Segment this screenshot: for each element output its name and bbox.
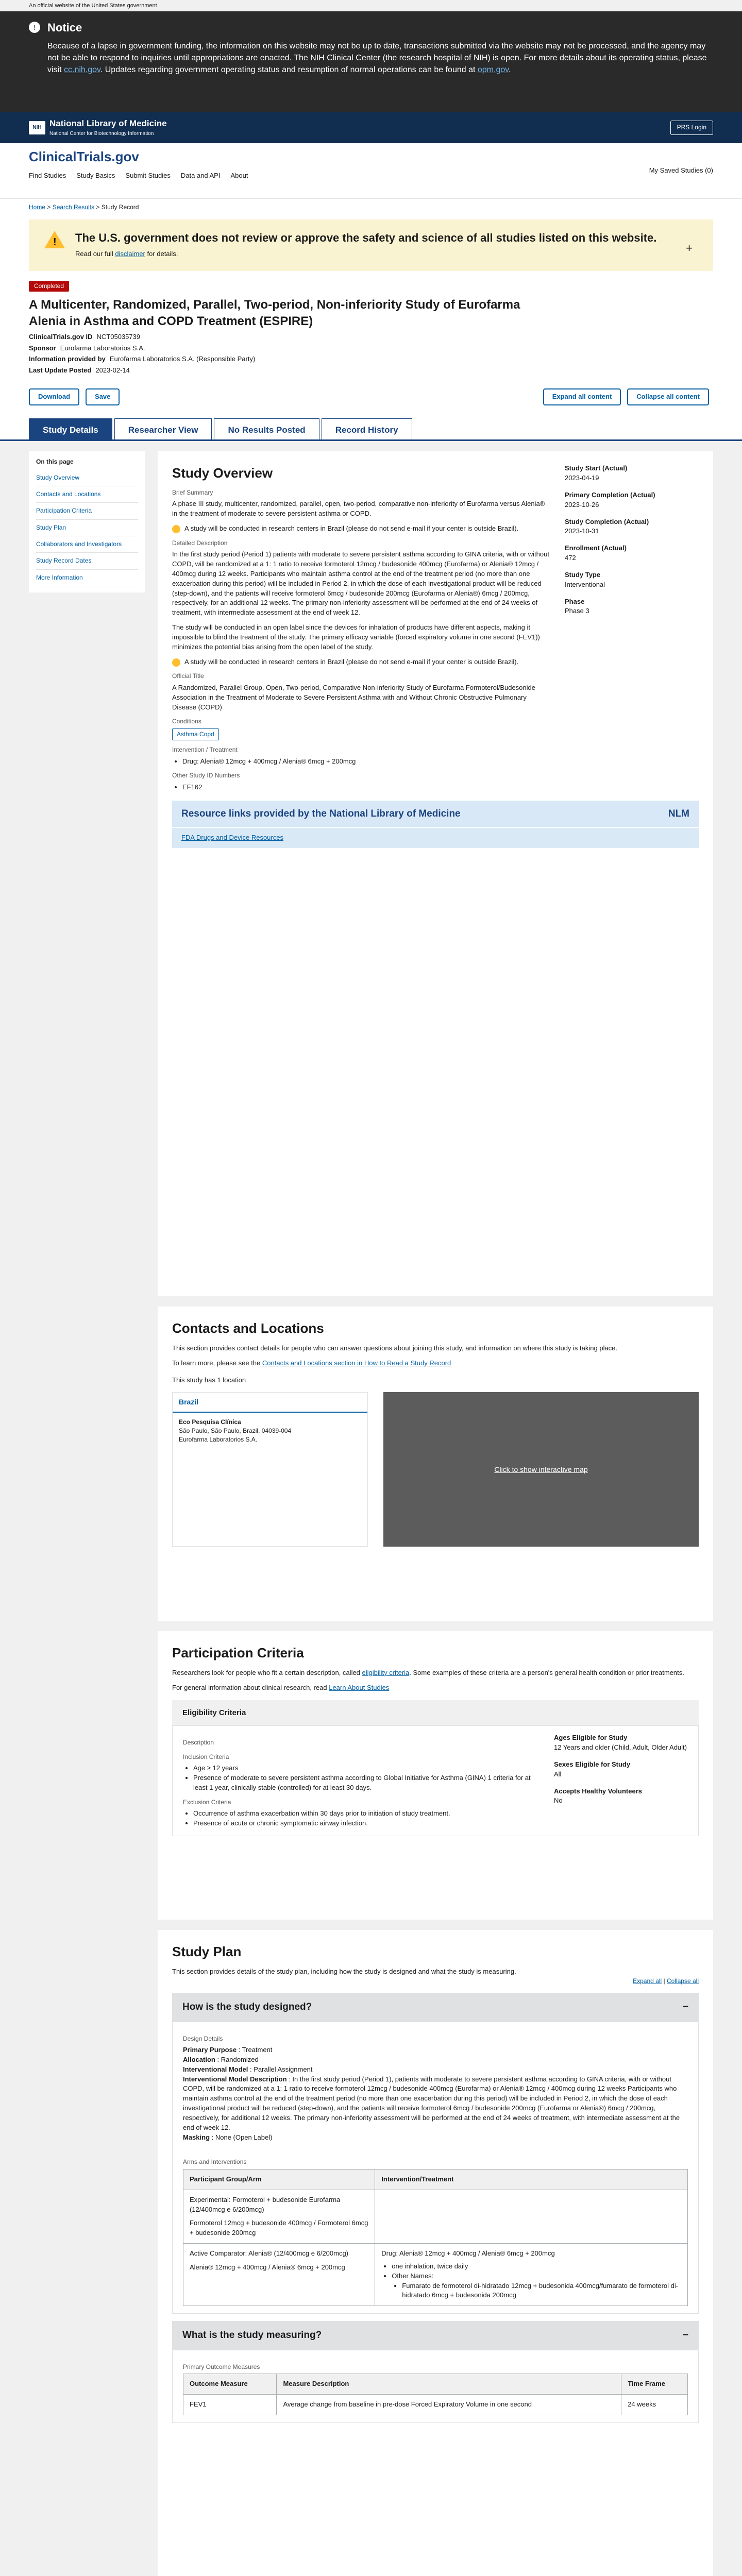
nlm-resources-body	[172, 828, 699, 848]
on-this-page-nav	[29, 451, 145, 592]
eligibility-main	[183, 1733, 539, 1828]
main-column	[158, 451, 713, 2576]
other-ids-label: Other Study ID Numbers	[172, 772, 240, 779]
site-name: Eco Pesquisa Clínica	[179, 1418, 241, 1426]
purpose-value: Treatment	[242, 2046, 273, 2054]
table-row	[183, 2395, 688, 2415]
treatment-detail: • one inhalation, twice daily	[392, 2262, 681, 2272]
outcome-measure: FEV1	[183, 2395, 277, 2415]
saved-studies-link[interactable]: My Saved Studies (0)	[649, 166, 713, 174]
exclusion-item: • Occurrence of asthma exacerbation within 30 days prior to initiation of study treatment.	[193, 1809, 539, 1819]
nlm-resources-accordion[interactable]	[172, 801, 699, 848]
gov-banner-text: An official website of the United States government	[29, 3, 157, 9]
plan-expand-links: Expand all | Collapse all	[633, 1977, 699, 1985]
sexes-eligible	[554, 1760, 688, 1780]
brazil-callout	[172, 524, 550, 534]
leftnav-contacts[interactable]: Contacts and Locations	[36, 486, 138, 503]
status-badge: Completed	[29, 281, 69, 292]
side-primary	[565, 490, 699, 510]
brazil-callout-2	[172, 657, 550, 667]
inclusion-list	[193, 1764, 539, 1793]
arm-cell	[183, 2190, 375, 2243]
contacts-learn-link[interactable]: Contacts and Locations section in How to Read a Study Record	[262, 1359, 451, 1367]
breadcrumb: Home > Search Results > Study Record	[29, 204, 139, 211]
site-org: Eurofarma Laboratorios S.A.	[179, 1436, 258, 1444]
last-updated: 2023-02-14	[95, 366, 130, 375]
allocation-label: Allocation	[183, 2055, 215, 2063]
prs-login-button[interactable]: PRS Login	[670, 121, 713, 134]
table-row	[183, 2190, 688, 2243]
side-phase-label: Phase	[565, 597, 585, 605]
study-overview-section	[158, 451, 713, 1296]
nlm-resources-title: Resource links provided by the National Library of Medicine	[181, 808, 461, 819]
exclusion-label: Exclusion Criteria	[183, 1798, 231, 1806]
collapse-all-button[interactable]: Collapse all content	[627, 388, 709, 405]
contacts-learn-text: To learn more, please see the	[172, 1359, 262, 1367]
action-row	[0, 388, 742, 414]
nlm-bar	[0, 112, 742, 143]
design-accordion-header[interactable]	[172, 1993, 699, 2022]
nav-find-studies[interactable]: Find Studies	[29, 171, 66, 179]
study-title: A Multicenter, Randomized, Parallel, Two-period, Non-inferiority Study of Eurofarma Alenia in Asthma and COPD Treatment (ESPIRE)	[29, 298, 520, 328]
tab-study-details[interactable]: Study Details	[29, 418, 112, 439]
treatment-cell	[375, 2190, 688, 2243]
design-purpose: Primary Purpose : Treatment	[183, 2046, 273, 2054]
table-row	[183, 2244, 688, 2306]
meta-nct	[29, 332, 713, 342]
treatment-name: Drug: Alenia® 12mcg + 400mcg / Alenia® 6mcg + 200mcg	[381, 2249, 555, 2258]
breadcrumb-current: Study Record	[101, 204, 139, 211]
outcome-col-measure: Outcome Measure	[183, 2374, 277, 2395]
official-title: A Randomized, Parallel Group, Open, Two-period, Comparative Non-inferiority Study of Eurofarma Formoterol/Budesonide Association in the Treatment of Moderate to Severe Persistent Asthma with and Without Chronic Obstructive Pulmonary Disease (COPD)	[172, 683, 535, 711]
leftnav-study-plan[interactable]: Study Plan	[36, 520, 138, 536]
nav-data-api[interactable]: Data and API	[180, 171, 221, 179]
leftnav-collaborators[interactable]: Collaborators and Investigators	[36, 536, 138, 553]
arm-desc: Formoterol 12mcg + budesonide 400mcg / Formoterol 6mcg + budesonide 200mcg	[190, 2219, 368, 2237]
notice-text-part1: Because of a lapse in government funding, the information on this website may not be up to date, transactions submitted via the website may not be processed, and the agency may not be able to respond to inquiries until appropriations are enacted. The NIH Clinical Center (the research hospital of NIH) is open. For more details about its operating status, please visit	[47, 41, 707, 75]
ages-value: 12 Years and older (Child, Adult, Older Adult)	[554, 1743, 687, 1752]
masking-value: None (Open Label)	[215, 2133, 273, 2141]
healthy-volunteers	[554, 1787, 688, 1806]
inclusion-item: • Age ≥ 12 years	[193, 1764, 539, 1773]
arms-label: Arms and Interventions	[183, 2158, 247, 2166]
eligibility-box-title: Eligibility Criteria	[182, 1708, 246, 1717]
leftnav-record-dates[interactable]: Study Record Dates	[36, 553, 138, 569]
download-button[interactable]: Download	[29, 388, 79, 405]
treatment-detail: • Other Names:	[392, 2272, 681, 2281]
nih-icon: NIH	[29, 121, 45, 134]
other-ids-list	[182, 783, 550, 792]
outcome-header-row	[183, 2374, 688, 2395]
arm-cell	[183, 2244, 375, 2306]
arms-header-row	[183, 2169, 688, 2190]
nav-about[interactable]: About	[230, 171, 248, 179]
content-area	[0, 441, 742, 2576]
overview-layout	[172, 464, 699, 792]
eligibility-sidebar	[554, 1733, 688, 1828]
breadcrumb-home[interactable]: Home	[29, 204, 46, 211]
criteria-general-text: For general information about clinical research, read	[172, 1683, 329, 1691]
notice-title: Notice	[47, 21, 82, 34]
meta-sponsor-label: Sponsor	[29, 344, 56, 352]
side-type-label: Study Type	[565, 570, 601, 579]
nct-id: NCT05035739	[96, 332, 141, 341]
side-completion-label: Study Completion (Actual)	[565, 517, 649, 526]
intervention-item: • Drug: Alenia® 12mcg + 400mcg / Alenia® 6mcg + 200mcg	[182, 757, 550, 767]
study-plan-section	[158, 1930, 713, 2576]
contacts-title: Contacts and Locations	[172, 1320, 324, 1336]
detailed-label: Detailed Description	[172, 539, 228, 547]
criteria-section	[158, 1631, 713, 1920]
disclaimer-link[interactable]: disclaimer	[115, 249, 145, 258]
treatment-detail-list	[392, 2262, 681, 2300]
expand-all-button[interactable]: Expand all content	[543, 388, 621, 405]
side-primary-value: 2023-10-26	[565, 500, 599, 509]
meta-updated-label: Last Update Posted	[29, 366, 92, 375]
conditions-label: Conditions	[172, 718, 201, 725]
detailed-description: In the first study period (Period 1) patients with moderate to severe persistent asthma according to GINA criteria, with or without COPD, will be randomized at a 1: 1 ratio to receive formoterol 12mcg / budesonide 400mcg (Eurofarma) or Alenia® 12mcg / 400mcg during 12 weeks. Participants who maintain asthma control at the end of the treatment period (no more than one exacerbation during this period) will be included in Period 2, in which the dose of each investigational product will be reduced (step-down), and the patients will receive formoterol 6mcg / budesonide 200mcg (Eurofarma or Alenia®) 6mcg / 200mcg, respectively, for an additional 12 weeks. The primary non-inferiority assessment will be performed at the end of 24 weeks of treatment, with intermediate assessment at the end of week 12.	[172, 550, 549, 617]
overview-title: Study Overview	[172, 465, 273, 481]
site-logo[interactable]: ClinicalTrials.gov	[29, 149, 139, 164]
measure-head: What is the study measuring?	[182, 2330, 322, 2341]
nlm-badge: NLM	[668, 808, 689, 819]
fda-resources-link[interactable]: FDA Drugs and Device Resources	[181, 834, 283, 842]
collapse-icon: −	[682, 2330, 688, 2341]
inclusion-label: Inclusion Criteria	[183, 1753, 229, 1760]
criteria-intro	[172, 1668, 699, 1678]
overview-main	[172, 464, 550, 792]
design-model-desc: Interventional Model Description : In the first study period (Period 1), patients with moderate to severe persistent asthma according to GINA criteria, with or without COPD, will be randomized at a 1: 1 ratio to receive formoterol 12mcg / budesonide 400mcg (Eurofarma) or Alenia® 12mcg / 400mcg during 12 weeks Participants who maintain asthma control at the end of the treatment period (no more than one exacerbation during this period) will be included in Period 2, in which the dose of each investigational product will be reduced (step-down), and the patients will receive formoterol 6mcg / budesonide 200mcg (Eurofarma or Alenia®) 6mcg / 200mcg, respectively, for additional 12 weeks. The primary non-inferiority assessment will be performed at the end of 24 weeks of treatment, with intermediate assessment at the end of week 12.	[183, 2075, 680, 2131]
tab-bar	[0, 418, 742, 441]
side-start-value: 2023-04-19	[565, 473, 599, 482]
design-head: How is the study designed?	[182, 2002, 312, 2013]
side-enrollment-value: 472	[565, 554, 576, 562]
design-model: Interventional Model : Parallel Assignment	[183, 2065, 313, 2073]
breadcrumb-search[interactable]: Search Results	[52, 204, 95, 211]
ages-eligible	[554, 1733, 688, 1753]
notice-text	[47, 40, 713, 76]
side-type-value: Interventional	[565, 580, 605, 588]
design-masking: Masking : None (Open Label)	[183, 2133, 273, 2141]
collapse-icon: −	[682, 2002, 688, 2013]
info-icon	[172, 658, 180, 667]
sponsor-name: Eurofarma Laboratorios S.A.	[60, 344, 145, 352]
side-phase	[565, 597, 699, 617]
arms-col-arm: Participant Group/Arm	[183, 2169, 375, 2190]
plan-expand-all[interactable]: Expand all	[633, 1977, 662, 1985]
model-desc-value: In the first study period (Period 1), patients with moderate to severe persistent asthma according to GINA criteria, with or without COPD, will be randomized at a 1: 1 ratio to receive formoterol 12mcg / budesonide 400mcg (Eurofarma) or Alenia® 12mcg / 400mcg during 12 weeks Participants who maintain asthma control at the end of the treatment period (no more than one exacerbation during this period) will be included in Period 2, in which the dose of each investigational product will be reduced (step-down), and the patients will receive formoterol 6mcg / budesonide 200mcg (Eurofarma or Alenia®) 6mcg / 200mcg, respectively, for additional 12 weeks. The primary non-inferiority assessment will be performed at the end of 24 weeks of treatment, with intermediate assessment at the end of week 12.	[183, 2075, 680, 2131]
alert-text	[75, 249, 701, 259]
brief-summary: A phase III study, multicenter, randomized, parallel, open, two-period, comparative non-inferiority of Eurofarma versus Alenia® in the treatment of moderate to severe persistent asthma or COPD.	[172, 500, 545, 518]
model-desc-label: Interventional Model Description	[183, 2075, 287, 2083]
save-button[interactable]: Save	[86, 388, 120, 405]
criteria-title: Participation Criteria	[172, 1645, 304, 1661]
outcome-col-desc: Measure Description	[277, 2374, 621, 2395]
location-list	[172, 1392, 368, 1547]
intervention-label: Intervention / Treatment	[172, 746, 238, 754]
allocation-value: Randomized	[221, 2055, 259, 2063]
nlm-resources-header[interactable]	[172, 801, 699, 828]
design-details-label: Design Details	[183, 2035, 223, 2042]
site-city: São Paulo, São Paulo, Brazil, 04039-004	[179, 1427, 292, 1435]
arms-table	[183, 2169, 688, 2306]
brief-label: Brief Summary	[172, 488, 213, 496]
meta-sponsor	[29, 344, 713, 353]
meta-info-label: Information provided by	[29, 355, 106, 363]
measure-panel	[172, 2350, 699, 2423]
eligibility-box-header	[172, 1700, 699, 1726]
sexes-label: Sexes Eligible for Study	[554, 1760, 631, 1768]
measure-accordion-header[interactable]	[172, 2321, 699, 2350]
notice-link-cc[interactable]: cc.nih.gov	[64, 65, 100, 75]
leftnav-criteria[interactable]: Participation Criteria	[36, 503, 138, 519]
meta-nct-label: ClinicalTrials.gov ID	[29, 332, 93, 341]
nlm-sub: National Center for Biotechnology Information	[49, 131, 154, 137]
location-country[interactable]: Brazil	[173, 1393, 367, 1412]
callout-text-2: A study will be conducted in research centers in Brazil (please do not send e-mail if your center is outside Brazil).	[184, 657, 519, 666]
model-label: Interventional Model	[183, 2065, 248, 2073]
expand-icon[interactable]: +	[686, 242, 693, 255]
side-phase-value: Phase 3	[565, 607, 589, 615]
nlm-name: National Library of Medicine	[49, 118, 167, 129]
tab-record-history[interactable]: Record History	[322, 418, 412, 439]
tab-no-results[interactable]: No Results Posted	[214, 418, 319, 439]
gov-banner	[0, 0, 742, 11]
plan-collapse-all[interactable]: Collapse all	[666, 1977, 699, 1985]
intervention-list	[182, 757, 550, 767]
meta-updated	[29, 366, 713, 376]
condition-tag[interactable]: Asthma Copd	[172, 728, 219, 740]
on-this-page-label: On this page	[36, 458, 74, 466]
side-primary-label: Primary Completion (Actual)	[565, 490, 655, 499]
side-completion	[565, 517, 699, 537]
eligibility-panel	[172, 1725, 699, 1836]
arms-col-treatment: Intervention/Treatment	[375, 2169, 688, 2190]
info-icon	[172, 525, 180, 533]
exclusion-item: • Presence of acute or chronic symptomatic airway infection.	[193, 1819, 539, 1828]
arm-desc: Alenia® 12mcg + 400mcg / Alenia® 6mcg + 200mcg	[190, 2263, 345, 2271]
design-allocation: Allocation : Randomized	[183, 2055, 259, 2063]
healthy-value: No	[554, 1797, 563, 1805]
disclaimer-alert	[29, 219, 713, 271]
outcome-desc: Average change from baseline in pre-dose Forced Expiratory Volume in one second	[277, 2395, 621, 2415]
arm-name: Experimental: Formoterol + budesonide Eurofarma (12/400mcg e 6/200mcg)	[190, 2195, 341, 2213]
model-value: Parallel Assignment	[254, 2065, 313, 2073]
outcome-label: Primary Outcome Measures	[183, 2363, 260, 2370]
outcome-col-time: Time Frame	[621, 2374, 688, 2395]
callout-text: A study will be conducted in research centers in Brazil (please do not send e-mail if your center is outside Brazil).	[184, 524, 519, 532]
purpose-label: Primary Purpose	[183, 2046, 237, 2054]
detailed-description-2: The study will be conducted in an open label since the devices for inhalation of products have different aspects, making it impossible to blind the treatment of the study. The primary efficacy variable (forced expiratory volume in one second (FEV1)) minimizes the potential bias arising from the open label of the study.	[172, 623, 540, 651]
alert-title: The U.S. government does not review or approve the safety and science of all studies listed on this website.	[75, 231, 657, 244]
criteria-intro-before: Researchers look for people who fit a certain description, called	[172, 1668, 362, 1676]
side-completion-value: 2023-10-31	[565, 527, 599, 535]
learn-studies-link[interactable]: Learn About Studies	[329, 1683, 390, 1691]
outcome-time: 24 weeks	[621, 2395, 688, 2415]
alert-text-before: Read our full	[75, 249, 115, 258]
nav-submit-studies[interactable]: Submit Studies	[125, 171, 171, 179]
criteria-general	[172, 1683, 699, 1693]
description-label: Description	[183, 1739, 214, 1747]
treatment-detail: • Fumarato de formoterol di-hidratado 12mcg + budesonida 400mcg/fumarato de formoterol di-hidratado 6mcg + budesonida 200mcg	[402, 2281, 681, 2301]
location-item	[173, 1413, 367, 1450]
side-type	[565, 570, 699, 590]
sexes-value: All	[554, 1770, 562, 1778]
map-area	[172, 1392, 699, 1547]
other-id-item: • EF162	[182, 783, 550, 792]
contacts-section	[158, 1307, 713, 1621]
notice-banner	[0, 11, 742, 112]
notice-text-part2: . Updates regarding government operating status and resumption of normal operations can be found at	[100, 65, 478, 75]
side-enrollment-label: Enrollment (Actual)	[565, 544, 627, 552]
contacts-learn	[172, 1359, 699, 1368]
site-header	[0, 143, 742, 199]
eligibility-link[interactable]: eligibility criteria	[362, 1668, 410, 1676]
info-provider: Eurofarma Laboratorios S.A. (Responsible Party)	[109, 355, 256, 363]
meta-info	[29, 354, 713, 364]
study-header	[0, 275, 742, 382]
ages-label: Ages Eligible for Study	[554, 1734, 628, 1742]
location-count: This study has 1 location	[172, 1376, 246, 1384]
interactive-map[interactable]: Click to show interactive map	[383, 1392, 699, 1547]
exclusion-list	[193, 1809, 539, 1828]
treatment-cell	[375, 2244, 688, 2306]
side-enrollment	[565, 544, 699, 563]
nav-study-basics[interactable]: Study Basics	[76, 171, 115, 179]
tab-researcher-view[interactable]: Researcher View	[114, 418, 212, 439]
bell-icon: !	[29, 22, 40, 33]
contacts-intro: This section provides contact details for people who can answer questions about joining this study, and information on where this study is taking place.	[172, 1344, 618, 1352]
nlm-logo[interactable]	[29, 117, 167, 138]
notice-text-part3: .	[509, 65, 511, 75]
masking-label: Masking	[183, 2133, 210, 2141]
official-label: Official Title	[172, 672, 204, 680]
design-panel	[172, 2022, 699, 2314]
leftnav-more-info[interactable]: More Information	[36, 570, 138, 586]
arm-name: Active Comparator: Alenia® (12/400mcg e 6/200mcg)	[190, 2249, 349, 2258]
criteria-intro-after: . Some examples of these criteria are a person's general health condition or prior treatments.	[409, 1668, 684, 1676]
leftnav-study-overview[interactable]: Study Overview	[36, 470, 138, 486]
side-start	[565, 464, 699, 483]
healthy-label: Accepts Healthy Volunteers	[554, 1787, 642, 1795]
overview-sidebar	[565, 464, 699, 792]
plan-title: Study Plan	[172, 1944, 242, 1960]
eligibility-layout	[183, 1733, 688, 1828]
alert-text-after: for details.	[145, 249, 178, 258]
notice-link-opm[interactable]: opm.gov	[477, 65, 509, 75]
main-nav	[29, 171, 713, 181]
inclusion-item: • Presence of moderate to severe persistent asthma according to Global Initiative for Asthma (GINA) 1 criteria for at least 1 year, clinically stable (controlled) for at least 30 days.	[193, 1773, 539, 1793]
outcome-table	[183, 2374, 688, 2415]
warning-icon	[44, 231, 65, 248]
side-start-label: Study Start (Actual)	[565, 464, 628, 472]
plan-intro: This section provides details of the study plan, including how the study is designed and what the study is measuring.	[172, 1967, 516, 1975]
